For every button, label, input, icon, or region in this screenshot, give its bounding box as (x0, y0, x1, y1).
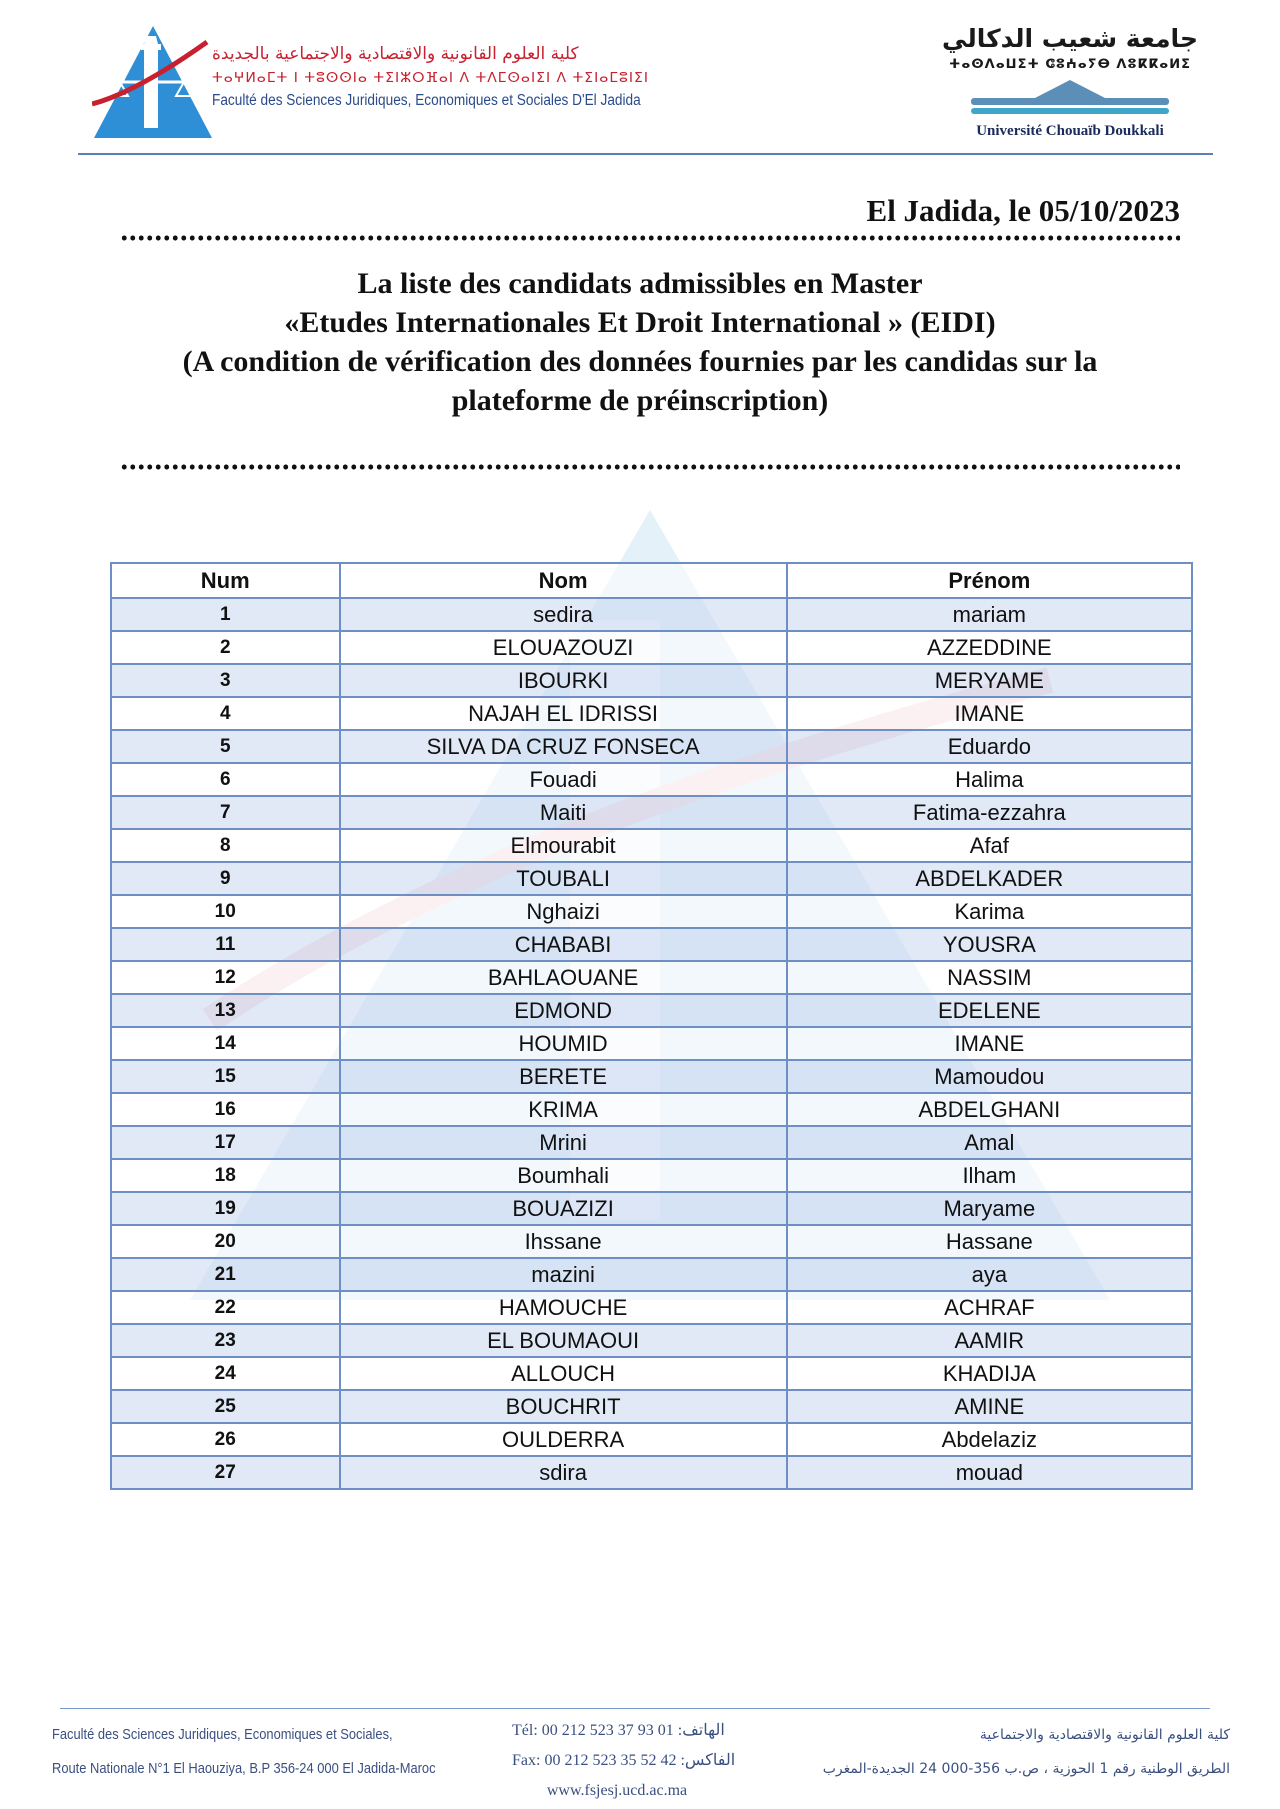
dotted-separator-top (120, 235, 1180, 241)
university-logo (940, 24, 1200, 152)
candidates-table (110, 562, 1193, 1490)
cell-nom: EDMOND (340, 994, 787, 1027)
cell-prenom: Fatima-ezzahra (787, 796, 1192, 829)
table-row (111, 1291, 1192, 1324)
footer-contact (512, 1716, 762, 1806)
header-num: Num (111, 563, 340, 598)
table-row (111, 994, 1192, 1027)
cell-prenom: Maryame (787, 1192, 1192, 1225)
cell-prenom: Mamoudou (787, 1060, 1192, 1093)
university-name-french: Université Chouaïb Doukkali (976, 123, 1164, 139)
table-row (111, 1027, 1192, 1060)
table-row (111, 928, 1192, 961)
table-row (111, 1126, 1192, 1159)
dotted-separator-bottom (120, 464, 1180, 470)
cell-prenom: aya (787, 1258, 1192, 1291)
cell-nom: Fouadi (340, 763, 787, 796)
cell-prenom: Halima (787, 763, 1192, 796)
cell-nom: BOUCHRIT (340, 1390, 787, 1423)
footer-tel: Tél: 00 212 523 37 93 01 :الهاتف (512, 1722, 725, 1739)
table-row (111, 829, 1192, 862)
table-row (111, 1390, 1192, 1423)
table-row (111, 1225, 1192, 1258)
faculty-name-tifinagh: ⵜⴰⵖⵍⴰⵎⵜ ⵏ ⵜⵓⵙⵙⵏⴰ ⵜⵉⵏⵣⵔⴼⴰⵏ ⴷ ⵜⴷⵎⵙⴰⵏⵉⵏ ⴷ ⵜⵉⵏⴰⵎⵓⵏⵉⵏ (212, 70, 649, 86)
cell-num: 1 (111, 598, 340, 631)
faculty-logo-icon (92, 24, 214, 140)
footer-fax: Fax: 00 212 523 35 52 42 :الفاكس (512, 1752, 736, 1769)
cell-num: 4 (111, 697, 340, 730)
cell-prenom: Amal (787, 1126, 1192, 1159)
cell-num: 16 (111, 1093, 340, 1126)
cell-num: 23 (111, 1324, 340, 1357)
footer-faculty-name-ar: كلية العلوم القانونية والاقتصادية والاجتماعية (979, 1727, 1230, 1743)
cell-num: 19 (111, 1192, 340, 1225)
cell-num: 11 (111, 928, 340, 961)
cell-nom: OULDERRA (340, 1423, 787, 1456)
cell-nom: Maiti (340, 796, 787, 829)
cell-num: 2 (111, 631, 340, 664)
table-row (111, 1423, 1192, 1456)
cell-nom: SILVA DA CRUZ FONSECA (340, 730, 787, 763)
title-line-1: La liste des candidats admissibles en Master (357, 267, 923, 300)
cell-nom: HOUMID (340, 1027, 787, 1060)
cell-num: 27 (111, 1456, 340, 1489)
footer-address-ar: الطريق الوطنية رقم 1 الحوزية ، ص.ب 356-000 24 الجديدة-المغرب (822, 1761, 1230, 1777)
cell-nom: BERETE (340, 1060, 787, 1093)
cell-nom: Ihssane (340, 1225, 787, 1258)
cell-num: 17 (111, 1126, 340, 1159)
table-row (111, 1357, 1192, 1390)
cell-num: 26 (111, 1423, 340, 1456)
cell-prenom: Afaf (787, 829, 1192, 862)
header-divider (78, 153, 1213, 155)
title-line-2: «Etudes Internationales Et Droit International » (EIDI) (284, 306, 996, 339)
table-row (111, 1192, 1192, 1225)
cell-nom: ALLOUCH (340, 1357, 787, 1390)
cell-nom: mazini (340, 1258, 787, 1291)
table-row (111, 1159, 1192, 1192)
cell-prenom: IMANE (787, 697, 1192, 730)
university-name-tifinagh: ⵜⴰⵙⴷⴰⵡⵉⵜ ⵛⵓⵄⴰⵢⴱ ⴷⵓⴽⴽⴰⵍⵉ (949, 57, 1191, 72)
cell-nom: BAHLAOUANE (340, 961, 787, 994)
table-row (111, 763, 1192, 796)
footer-divider (60, 1708, 1210, 1709)
cell-num: 3 (111, 664, 340, 697)
cell-nom: Nghaizi (340, 895, 787, 928)
cell-nom: IBOURKI (340, 664, 787, 697)
document-title (90, 264, 1190, 420)
cell-num: 6 (111, 763, 340, 796)
footer-address-arabic (823, 1718, 1230, 1786)
cell-prenom: ACHRAF (787, 1291, 1192, 1324)
cell-prenom: EDELENE (787, 994, 1192, 1027)
cell-num: 10 (111, 895, 340, 928)
footer-address: Route Nationale N°1 El Haouziya, B.P 356-24 000 El Jadida-Maroc (52, 1760, 436, 1777)
table-row (111, 862, 1192, 895)
cell-num: 9 (111, 862, 340, 895)
cell-prenom: KHADIJA (787, 1357, 1192, 1390)
cell-nom: BOUAZIZI (340, 1192, 787, 1225)
cell-nom: sdira (340, 1456, 787, 1489)
doukkali-arch-icon (965, 76, 1175, 116)
table-row (111, 631, 1192, 664)
cell-nom: EL BOUMAOUI (340, 1324, 787, 1357)
cell-num: 14 (111, 1027, 340, 1060)
footer-address-french (52, 1718, 436, 1786)
document-date: El Jadida, le 05/10/2023 (866, 193, 1180, 228)
table-row (111, 895, 1192, 928)
table-row (111, 961, 1192, 994)
cell-prenom: ABDELKADER (787, 862, 1192, 895)
cell-num: 21 (111, 1258, 340, 1291)
cell-nom: Elmourabit (340, 829, 787, 862)
cell-num: 13 (111, 994, 340, 1027)
table-row (111, 598, 1192, 631)
cell-prenom: Ilham (787, 1159, 1192, 1192)
cell-num: 15 (111, 1060, 340, 1093)
table-row (111, 1093, 1192, 1126)
cell-prenom: Abdelaziz (787, 1423, 1192, 1456)
table-row (111, 1258, 1192, 1291)
table-row (111, 796, 1192, 829)
cell-prenom: ABDELGHANI (787, 1093, 1192, 1126)
cell-num: 20 (111, 1225, 340, 1258)
header-nom: Nom (340, 563, 787, 598)
table-row (111, 1456, 1192, 1489)
cell-num: 12 (111, 961, 340, 994)
cell-nom: CHABABI (340, 928, 787, 961)
cell-num: 22 (111, 1291, 340, 1324)
title-line-4: plateforme de préinscription) (451, 384, 829, 417)
cell-nom: KRIMA (340, 1093, 787, 1126)
title-line-3: (A condition de vérification des données fournies par les candidas sur la (182, 345, 1098, 378)
cell-nom: sedira (340, 598, 787, 631)
faculty-name-french: Faculté des Sciences Juridiques, Economiques et Sociales D'El Jadida (212, 92, 641, 109)
cell-nom: Boumhali (340, 1159, 787, 1192)
cell-prenom: NASSIM (787, 961, 1192, 994)
cell-num: 18 (111, 1159, 340, 1192)
table-header-row (111, 563, 1192, 598)
cell-prenom: AMINE (787, 1390, 1192, 1423)
cell-prenom: Hassane (787, 1225, 1192, 1258)
faculty-name-arabic: كلية العلوم القانونية والاقتصادية والاجتماعية بالجديدة (212, 44, 579, 64)
cell-num: 8 (111, 829, 340, 862)
cell-num: 25 (111, 1390, 340, 1423)
table-row (111, 730, 1192, 763)
footer-website-link[interactable]: www.fsjesj.ucd.ac.ma (546, 1782, 688, 1799)
cell-nom: HAMOUCHE (340, 1291, 787, 1324)
cell-num: 5 (111, 730, 340, 763)
cell-prenom: MERYAME (787, 664, 1192, 697)
cell-prenom: AZZEDDINE (787, 631, 1192, 664)
cell-prenom: IMANE (787, 1027, 1192, 1060)
table-row (111, 664, 1192, 697)
cell-nom: Mrini (340, 1126, 787, 1159)
cell-nom: ELOUAZOUZI (340, 631, 787, 664)
cell-prenom: Eduardo (787, 730, 1192, 763)
table-row (111, 1060, 1192, 1093)
cell-nom: TOUBALI (340, 862, 787, 895)
header-prenom: Prénom (787, 563, 1192, 598)
cell-prenom: YOUSRA (787, 928, 1192, 961)
university-name-arabic: جامعة شعيب الدكالي (942, 24, 1198, 53)
cell-nom: NAJAH EL IDRISSI (340, 697, 787, 730)
cell-prenom: mariam (787, 598, 1192, 631)
cell-prenom: AAMIR (787, 1324, 1192, 1357)
table-row (111, 697, 1192, 730)
cell-prenom: mouad (787, 1456, 1192, 1489)
cell-prenom: Karima (787, 895, 1192, 928)
cell-num: 24 (111, 1357, 340, 1390)
footer-faculty-name: Faculté des Sciences Juridiques, Economiques et Sociales, (52, 1726, 393, 1743)
page-header (0, 0, 1280, 160)
cell-num: 7 (111, 796, 340, 829)
table-row (111, 1324, 1192, 1357)
